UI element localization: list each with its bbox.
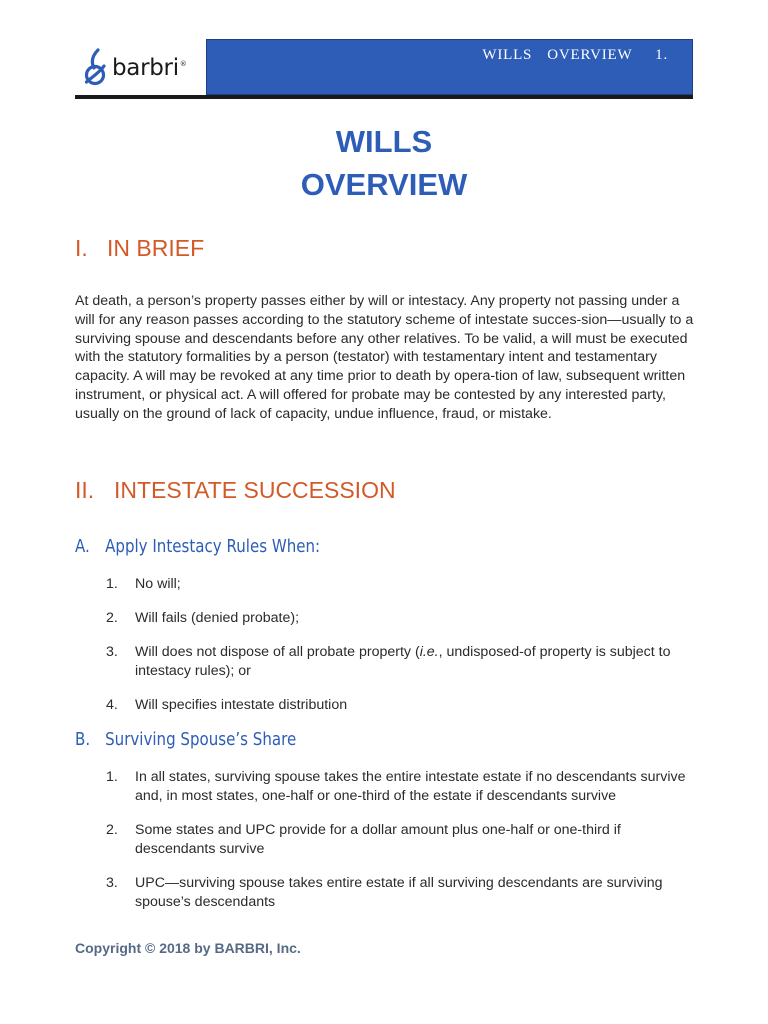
section-number: I. (75, 235, 88, 261)
title-line-2: OVERVIEW (300, 167, 468, 202)
subsection-heading-b (75, 730, 296, 750)
subsection-title: Surviving Spouse’s Share (105, 730, 297, 750)
list-item-number: 3. (106, 875, 118, 891)
copyright-notice: Copyright © 2018 by BARBRI, Inc. (75, 940, 301, 956)
list-item-text: Will fails (denied probate); (135, 610, 300, 626)
in-brief-paragraph: At death, a person’s property passes either by will or intestacy. Any property not passing under a will for any reason passes according to the statutory scheme of intestate succes-sion—usually to a surviving spouse and descendants before any other relatives. To be valid, a will must be executed with the statutory formalities by a person (testator) with testamentary intent and testamentary capacity. A will may be revoked at any time prior to death by opera-tion of law, subsequent written instrument, or physical act. A will offered for probate may be contested by any interested party, usually on the ground of lack of capacity, undue influence, fraud, or mistake. (75, 293, 694, 422)
subsection-title: Apply Intestacy Rules When: (105, 537, 321, 557)
document-title (75, 120, 693, 206)
page-header (75, 39, 693, 97)
section-heading-in-brief (75, 235, 204, 262)
barbri-logo-icon (82, 48, 108, 88)
logo-wordmark: barbri® (112, 55, 187, 81)
list-item-number: 2. (106, 610, 118, 626)
section-title: IN BRIEF (107, 235, 205, 261)
list-item-text: Will specifies intestate distribution (135, 697, 348, 713)
list-item-text: In all states, surviving spouse takes the entire intestate estate if no descendants survive and, in most states, one-half or one-third of the estate if descendants survive (135, 769, 686, 804)
section-number: II. (75, 477, 95, 503)
list-item-number: 4. (106, 697, 118, 713)
barbri-logo (75, 39, 206, 97)
list-item-text: Some states and UPC provide for a dollar amount plus one-half or one-third if descendants survive (135, 822, 621, 857)
section-title: INTESTATE SUCCESSION (114, 477, 396, 503)
subsection-number: A. (75, 537, 90, 557)
list-item-text: UPC—surviving spouse takes entire estate if all surviving descendants are surviving spouse’s descendants (135, 875, 663, 910)
subsection-heading-a (75, 537, 320, 557)
subsection-number: B. (75, 730, 91, 750)
section-label: WILLS OVERVIEW (482, 47, 633, 63)
title-line-1: WILLS (335, 124, 433, 159)
header-rule (75, 95, 693, 99)
list-item-text: No will; (135, 576, 181, 592)
list-item-number: 1. (106, 769, 118, 785)
running-header (482, 47, 668, 64)
section-heading-intestate-succession (75, 477, 396, 504)
list-item-text: Will does not dispose of all probate property (i.e., undisposed-of property is subject to intestacy rules); or (135, 644, 671, 679)
header-band (206, 39, 693, 95)
list-item-number: 1. (106, 576, 118, 592)
list-item-number: 2. (106, 822, 118, 838)
list-item-number: 3. (106, 644, 118, 660)
page-number: 1. (655, 47, 668, 63)
